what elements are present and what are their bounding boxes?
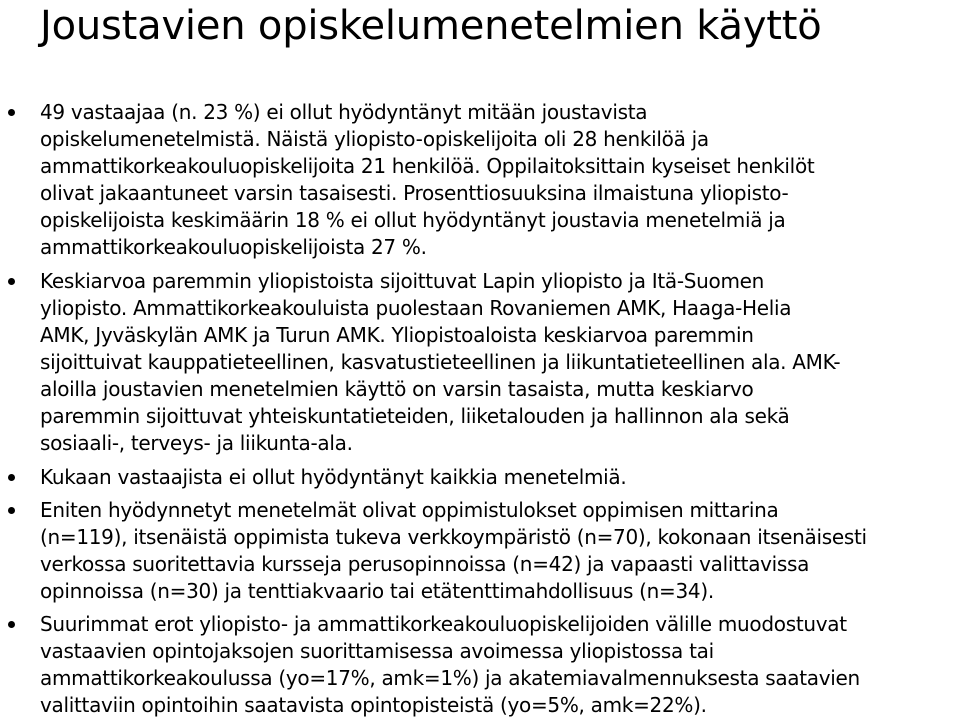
bullet-line: ammattikorkeakoulussa (yo=17%, amk=1%) ja akatemiavalmennuksesta saatavien [40,666,860,690]
bullet-list [0,99,960,719]
bullet-item [0,464,960,491]
bullet-line: valittaviin opintoihin saatavista opintopisteistä (yo=5%, amk=22%). [40,693,707,717]
bullet-line: Eniten hyödynnetyt menetelmät olivat oppimistulokset oppimisen mittarina [40,498,779,522]
bullet-dot-icon [8,109,15,116]
bullet-line: (n=119), itsenäistä oppimista tukeva verkkoympäristö (n=70), kokonaan itsenäisesti [40,525,867,549]
bullet-line: vastaavien opintojaksojen suorittamisessa avoimessa yliopistossa tai [40,639,714,663]
bullet-line: opiskelumenetelmistä. Näistä yliopisto-opiskelijoita oli 28 henkilöä ja [40,127,709,151]
bullet-item [0,611,960,719]
bullet-dot-icon [8,507,15,514]
bullet-item [0,99,960,261]
bullet-line: AMK, Jyväskylän AMK ja Turun AMK. Yliopistoaloista keskiarvoa paremmin [40,323,754,347]
slide-title: Joustavien opiskelumenetelmien käyttö [40,3,822,49]
bullet-line: opiskelijoista keskimäärin 18 % ei ollut hyödyntänyt joustavia menetelmiä ja [40,208,786,232]
bullet-dot-icon [8,621,15,628]
bullet-line: Keskiarvoa paremmin yliopistoista sijoittuvat Lapin yliopisto ja Itä-Suomen [40,269,765,293]
bullet-line: ammattikorkeakouluopiskelijoista 27 %. [40,235,427,259]
bullet-line: aloilla joustavien menetelmien käyttö on varsin tasaista, mutta keskiarvo [40,377,754,401]
bullet-item [0,268,960,457]
bullet-line: Suurimmat erot yliopisto- ja ammattikorkeakouluopiskelijoiden välille muodostuvat [40,612,847,636]
bullet-line: olivat jakaantuneet varsin tasaisesti. Prosenttiosuuksina ilmaistuna yliopisto- [40,181,789,205]
bullet-line: Kukaan vastaajista ei ollut hyödyntänyt kaikkia menetelmiä. [40,465,627,489]
bullet-line: verkossa suoritettavia kursseja perusopinnoissa (n=42) ja vapaasti valittavissa [40,552,810,576]
bullet-dot-icon [8,278,15,285]
bullet-line: sijoittuivat kauppatieteellinen, kasvatustieteellinen ja liikuntatieteellinen ala. AMK- [40,350,841,374]
bullet-dot-icon [8,474,15,481]
bullet-line: yliopisto. Ammattikorkeakouluista puolestaan Rovaniemen AMK, Haaga-Helia [40,296,792,320]
bullet-item [0,497,960,605]
bullet-line: ammattikorkeakouluopiskelijoita 21 henkilöä. Oppilaitoksittain kyseiset henkilöt [40,154,815,178]
bullet-line: paremmin sijoittuvat yhteiskuntatieteiden, liiketalouden ja hallinnon ala sekä [40,404,790,428]
bullet-line: sosiaali-, terveys- ja liikunta-ala. [40,431,353,455]
bullet-line: opinnoissa (n=30) ja tenttiakvaario tai etätenttimahdollisuus (n=34). [40,579,714,603]
bullet-line: 49 vastaajaa (n. 23 %) ei ollut hyödyntänyt mitään joustavista [40,100,648,124]
